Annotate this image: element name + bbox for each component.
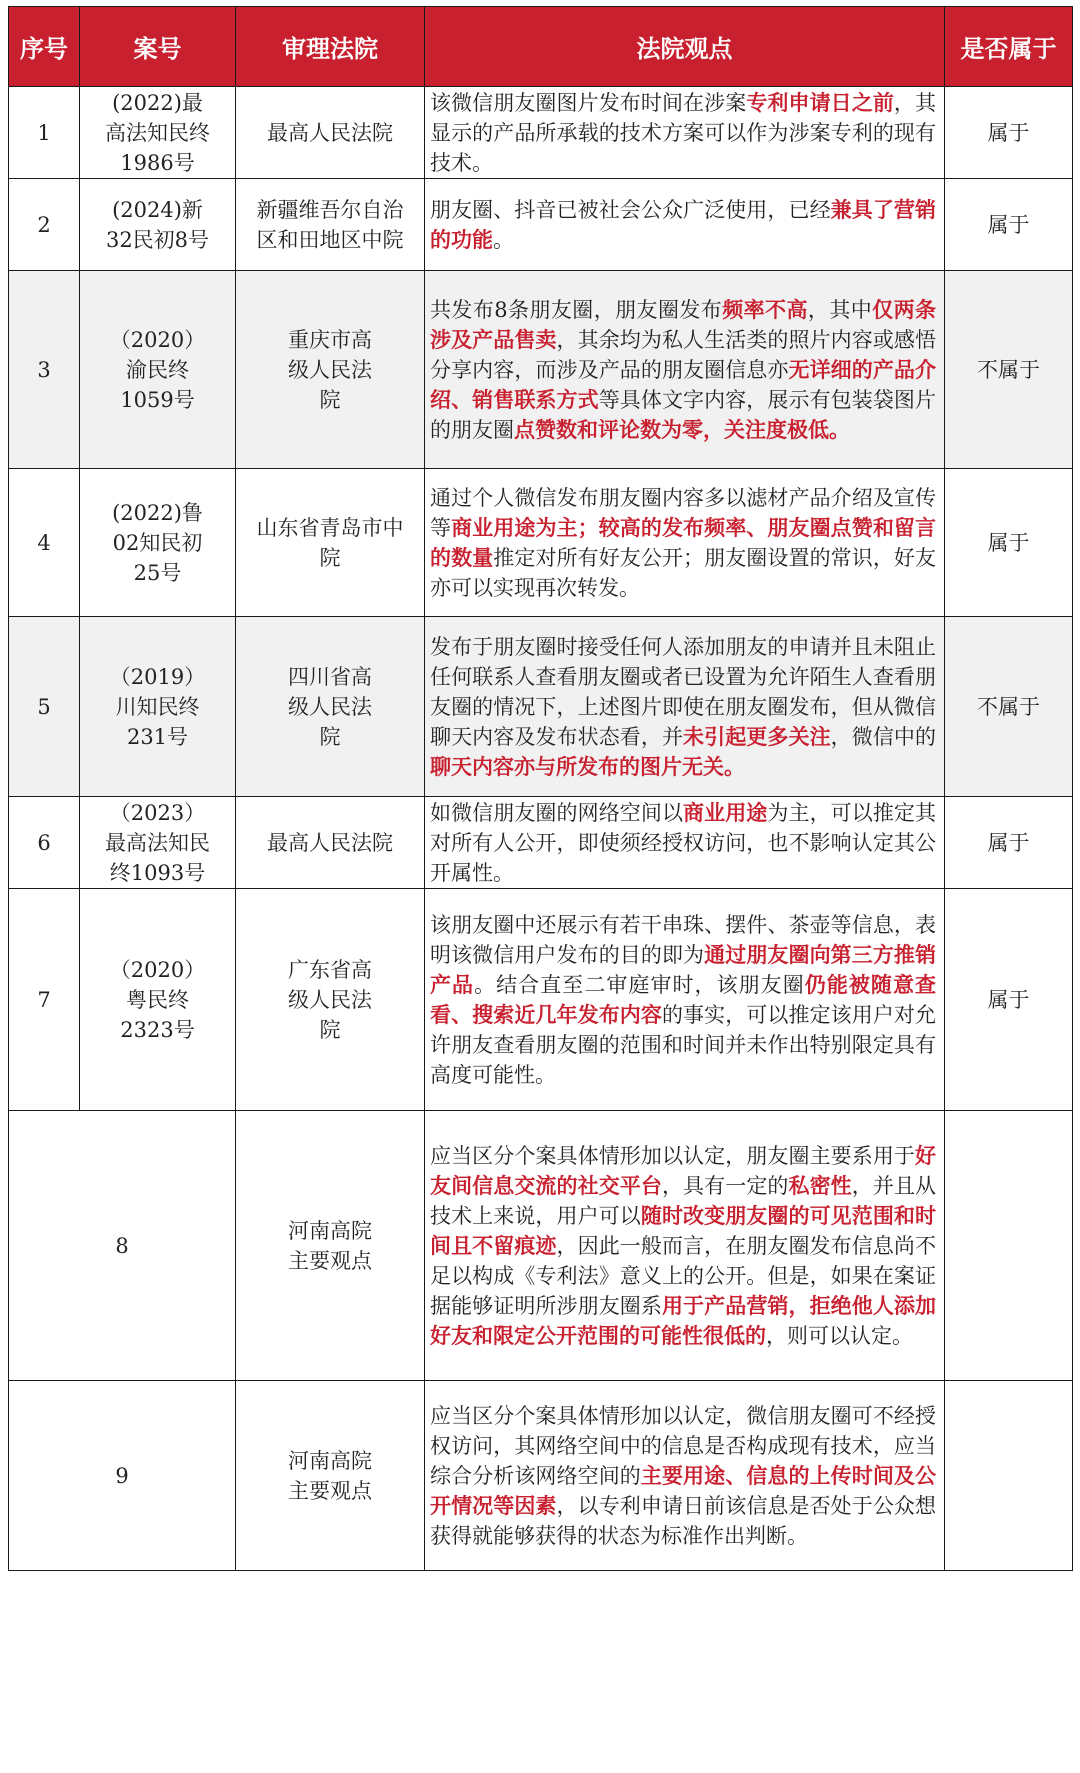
header-view: 法院观点 bbox=[425, 7, 945, 87]
cell-court bbox=[236, 889, 425, 1111]
view-text: 。结合直至二审庭审时，该朋友圈 bbox=[474, 972, 805, 997]
cell-result: 不属于 bbox=[945, 617, 1073, 797]
highlight-text: 无详细的产品介绍、销售联系方式 bbox=[430, 356, 937, 412]
court-name: 四川省高级人民法院 bbox=[288, 664, 372, 749]
highlight-text: 专利申请日之前 bbox=[746, 89, 894, 115]
view-text: 推定对所有好友公开；朋友圈设置的常识，好友亦可以实现再次转发。 bbox=[430, 545, 937, 600]
cell-view bbox=[425, 617, 945, 797]
view-text: ，则可以认定。 bbox=[766, 1323, 913, 1348]
cell-view bbox=[425, 179, 945, 271]
view-text: ，其显示的产品所承载的技术方案可以作为涉案专利的现有技术。 bbox=[430, 90, 937, 175]
cell-result bbox=[945, 1381, 1073, 1571]
highlight-text: 好友间信息交流的社交平台 bbox=[430, 1142, 936, 1198]
cell-no: 2 bbox=[9, 179, 80, 271]
cell-no: 4 bbox=[9, 469, 80, 617]
view-text: 发布于朋友圈时接受任何人添加朋友的申请并且未阻止任何联系人查看朋友圈或者已设置为允许陌生人查看朋友圈的情况下，上述图片即使在朋友圈发布，但从微信聊天内容及发布状态看，并 bbox=[430, 634, 936, 749]
view-text: 共发布8条朋友圈，朋友圈发布 bbox=[430, 297, 723, 322]
cell-result: 属于 bbox=[945, 179, 1073, 271]
court-name: 山东省青岛市中院 bbox=[256, 515, 404, 570]
court-name: 重庆市高级人民法院 bbox=[288, 327, 372, 412]
highlight-text: 兼具了营销的功能 bbox=[430, 196, 937, 252]
court-name: 新疆维吾尔自治区和田地区中院 bbox=[256, 197, 404, 252]
cell-court bbox=[236, 797, 425, 889]
cell-no: 8 bbox=[9, 1111, 236, 1381]
case-number: （2023）最高法知民终1093号 bbox=[105, 800, 210, 885]
court-opinion-table bbox=[8, 6, 1073, 1571]
table-row bbox=[9, 1381, 1073, 1571]
cell-view bbox=[425, 1111, 945, 1381]
highlight-text: 商业用途为主；较高的发布频率、朋友圈点赞和留言的数量 bbox=[430, 514, 937, 570]
court-name: 河南高院主要观点 bbox=[288, 1218, 372, 1273]
header-case: 案号 bbox=[80, 7, 236, 87]
highlight-text: 主要用途、信息的上传时间及公开情况等因素 bbox=[430, 1462, 937, 1518]
cell-view bbox=[425, 1381, 945, 1571]
cell-result: 属于 bbox=[945, 87, 1073, 179]
court-name: 河南高院主要观点 bbox=[288, 1448, 372, 1503]
view-text: 朋友圈、抖音已被社会公众广泛使用，已经 bbox=[430, 197, 831, 222]
view-text: 的事实，可以推定该用户对允许朋友查看朋友圈的范围和时间并未作出特别限定具有高度可能性。 bbox=[430, 1002, 937, 1087]
table-row bbox=[9, 469, 1073, 617]
cell-case bbox=[80, 617, 236, 797]
cell-view bbox=[425, 469, 945, 617]
highlight-text: 商业用途 bbox=[683, 799, 768, 825]
cell-court bbox=[236, 271, 425, 469]
view-text: 通过个人微信发布朋友圈内容多以滤材产品介绍及宣传等 bbox=[430, 485, 936, 540]
cell-no: 7 bbox=[9, 889, 80, 1111]
table-row bbox=[9, 271, 1073, 469]
view-text: 等具体文字内容，展示有包装袋图片的朋友圈 bbox=[430, 387, 937, 442]
view-text: ，微信中的 bbox=[830, 724, 937, 749]
cell-result: 不属于 bbox=[945, 271, 1073, 469]
view-text: ，具有一定的 bbox=[661, 1173, 789, 1198]
highlight-text: 通过朋友圈向第三方推销产品 bbox=[430, 941, 937, 997]
cell-case bbox=[80, 469, 236, 617]
case-number: (2022)鲁02知民初25号 bbox=[112, 500, 203, 585]
cell-no: 1 bbox=[9, 87, 80, 179]
header-row bbox=[9, 7, 1073, 87]
view-text: ，并且从技术上来说，用户可以 bbox=[430, 1173, 937, 1228]
header-result: 是否属于 bbox=[945, 7, 1073, 87]
cell-court bbox=[236, 179, 425, 271]
highlight-text: 随时改变朋友圈的可见范围和时间且不留痕迹 bbox=[430, 1202, 937, 1258]
case-number: （2020）渝民终1059号 bbox=[109, 327, 206, 412]
view-text: 该微信朋友圈图片发布时间在涉案 bbox=[430, 90, 747, 115]
header-court: 审理法院 bbox=[236, 7, 425, 87]
view-text: 。 bbox=[493, 227, 514, 252]
highlight-text: 用于产品营销，拒绝他人添加好友和限定公开范围的可能性很低的 bbox=[430, 1292, 937, 1348]
view-text: ，因此一般而言，在朋友圈发布信息尚不足以构成《专利法》意义上的公开。但是，如果在案证据能够证明所涉朋友圈系 bbox=[430, 1233, 937, 1318]
cell-view bbox=[425, 271, 945, 469]
cell-case bbox=[80, 889, 236, 1111]
highlight-text: 未引起更多关注 bbox=[683, 723, 831, 749]
cell-no: 5 bbox=[9, 617, 80, 797]
cell-view bbox=[425, 87, 945, 179]
view-text: 如微信朋友圈的网络空间以 bbox=[430, 800, 684, 825]
cell-court bbox=[236, 1381, 425, 1571]
cell-result: 属于 bbox=[945, 797, 1073, 889]
table-row bbox=[9, 797, 1073, 889]
highlight-text: 私密性 bbox=[788, 1172, 852, 1198]
highlight-text: 仅两条涉及产品售卖 bbox=[430, 296, 937, 352]
cell-result: 属于 bbox=[945, 889, 1073, 1111]
court-name: 广东省高级人民法院 bbox=[288, 957, 372, 1042]
view-text: 该朋友圈中还展示有若干串珠、摆件、茶壶等信息，表明该微信用户发布的目的即为 bbox=[430, 912, 936, 967]
court-name: 最高人民法院 bbox=[267, 830, 393, 855]
cell-case bbox=[80, 797, 236, 889]
cell-court bbox=[236, 469, 425, 617]
table-row bbox=[9, 87, 1073, 179]
highlight-text: 仍能被随意查看、搜索近几年发布内容 bbox=[430, 971, 937, 1027]
cell-case bbox=[80, 271, 236, 469]
case-number: (2024)新32民初8号 bbox=[105, 197, 210, 252]
cell-case bbox=[80, 87, 236, 179]
cell-no: 9 bbox=[9, 1381, 236, 1571]
table-row bbox=[9, 889, 1073, 1111]
cell-court bbox=[236, 87, 425, 179]
cell-no: 6 bbox=[9, 797, 80, 889]
highlight-text: 聊天内容亦与所发布的图片无关。 bbox=[430, 753, 745, 779]
view-text: ，其中 bbox=[807, 297, 873, 322]
cell-view bbox=[425, 797, 945, 889]
cell-court bbox=[236, 617, 425, 797]
table-row bbox=[9, 179, 1073, 271]
table-row bbox=[9, 1111, 1073, 1381]
table-row bbox=[9, 617, 1073, 797]
case-number: (2022)最高法知民终1986号 bbox=[105, 90, 210, 175]
table-body bbox=[9, 87, 1073, 1571]
view-text: ，以专利申请日前该信息是否处于公众想获得就能够获得的状态为标准作出判断。 bbox=[430, 1493, 937, 1548]
view-text: 为主，可以推定其对所有人公开，即使须经授权访问，也不影响认定其公开属性。 bbox=[430, 800, 937, 885]
highlight-text: 点赞数和评论数为零，关注度极低。 bbox=[514, 416, 850, 442]
case-number: （2020）粤民终2323号 bbox=[109, 957, 206, 1042]
court-name: 最高人民法院 bbox=[267, 120, 393, 145]
view-text: ，其余均为私人生活类的照片内容或感悟分享内容，而涉及产品的朋友圈信息亦 bbox=[430, 327, 937, 382]
cell-result: 属于 bbox=[945, 469, 1073, 617]
cell-no: 3 bbox=[9, 271, 80, 469]
header-no: 序号 bbox=[9, 7, 80, 87]
cell-court bbox=[236, 1111, 425, 1381]
highlight-text: 频率不高 bbox=[722, 296, 808, 322]
view-text: 应当区分个案具体情形加以认定，微信朋友圈可不经授权访问，其网络空间中的信息是否构成现有技术，应当综合分析该网络空间的 bbox=[430, 1403, 936, 1488]
cell-result bbox=[945, 1111, 1073, 1381]
table-wrapper bbox=[8, 6, 1073, 1571]
view-text: 应当区分个案具体情形加以认定，朋友圈主要系用于 bbox=[430, 1143, 915, 1168]
cell-case bbox=[80, 179, 236, 271]
cell-view bbox=[425, 889, 945, 1111]
case-number: （2019）川知民终231号 bbox=[109, 664, 206, 749]
